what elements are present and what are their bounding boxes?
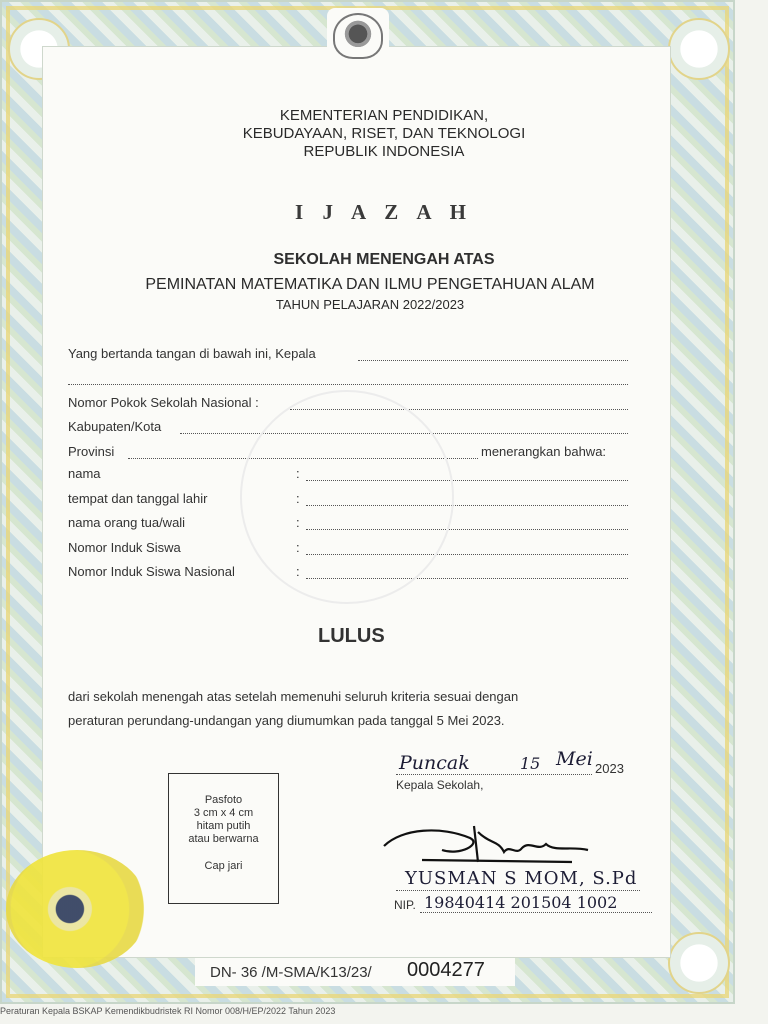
provinsi-label: Provinsi [68, 444, 115, 459]
principal-role: Kepala Sekolah, [396, 778, 484, 792]
ministry-line-2: KEBUDAYAAN, RISET, DAN TEKNOLOGI [242, 125, 526, 142]
colon: : [296, 466, 300, 481]
month-handwritten: Mei [556, 748, 593, 770]
photo-line-2: 3 cm x 4 cm [193, 807, 254, 819]
signature-scrawl [382, 822, 592, 868]
statement-line-2: peraturan perundang-undangan yang diumumkan pada tanggal 5 Mei 2023. [68, 713, 505, 728]
colon: : [296, 515, 300, 530]
ministry-line-1: KEMENTERIAN PENDIDIKAN, [279, 107, 489, 124]
photo-line-3: hitam putih [196, 820, 251, 832]
photo-line-4: atau berwarna [188, 833, 259, 845]
nip-handwritten: 19840414 201504 1002 [424, 893, 618, 912]
document-title: I J A Z A H [295, 200, 473, 224]
program-name: PEMINATAN MATEMATIKA DAN ILMU PENGETAHUAN ALAM [145, 276, 595, 293]
photo-line-5: Cap jari [204, 860, 243, 872]
tut-wuri-watermark-icon [240, 390, 454, 604]
ortu-label: nama orang tua/wali [68, 515, 186, 530]
nama-label: nama [68, 466, 101, 481]
colon: : [296, 564, 300, 579]
nisn-label: Nomor Induk Siswa Nasional [68, 564, 235, 579]
npsn-label: Nomor Pokok Sekolah Nasional : [68, 395, 259, 410]
corner-ornament [668, 932, 730, 994]
dotted-line [420, 912, 652, 913]
colon: : [296, 491, 300, 506]
dotted-line [68, 384, 628, 385]
dotted-line [396, 774, 592, 775]
result-status: LULUS [318, 625, 385, 647]
kabupaten-label: Kabupaten/Kota [68, 419, 162, 434]
serial-number: 0004277 [407, 959, 485, 981]
academic-year: TAHUN PELAJARAN 2022/2023 [275, 297, 465, 312]
dotted-line [396, 890, 640, 891]
principal-name-handwritten: YUSMAN S MOM, S.Pd [405, 868, 638, 889]
year-printed: 2023 [595, 761, 624, 776]
garuda-emblem-icon [327, 8, 389, 64]
place-handwritten: Puncak [399, 752, 470, 774]
statement-line-1: dari sekolah menengah atas setelah memenuhi seluruh kriteria sesuai dengan [68, 689, 519, 704]
school-seal-stamp-icon [6, 850, 148, 968]
school-type: SEKOLAH MENENGAH ATAS [273, 251, 495, 268]
colon: : [296, 540, 300, 555]
dotted-line [358, 360, 628, 361]
serial-prefix: DN- 36 /M-SMA/K13/23/ [210, 964, 372, 981]
signer-intro-label: Yang bertanda tangan di bawah ini, Kepala [68, 346, 316, 361]
day-handwritten: 15 [520, 754, 541, 773]
nip-label: NIP. [394, 898, 416, 912]
photo-line-1: Pasfoto [204, 794, 243, 806]
menerangkan-label: menerangkan bahwa: [481, 444, 607, 459]
photo-placeholder-box [168, 773, 279, 904]
corner-ornament [668, 18, 730, 80]
ttl-label: tempat dan tanggal lahir [68, 491, 208, 506]
ministry-line-3: REPUBLIK INDONESIA [303, 143, 465, 160]
footer-regulation: Peraturan Kepala BSKAP Kemendikbudristek RI Nomor 008/H/EP/2022 Tahun 2023 [0, 1006, 336, 1016]
nis-label: Nomor Induk Siswa [68, 540, 181, 555]
